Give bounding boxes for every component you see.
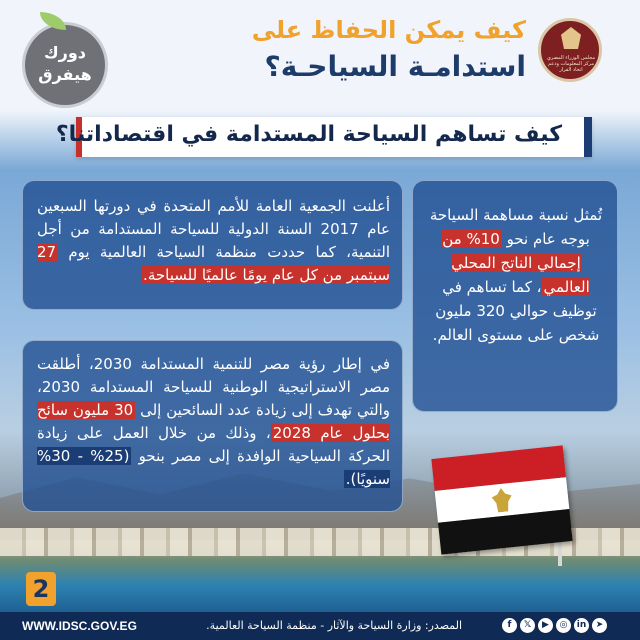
- subtitle-bar: [55, 117, 592, 157]
- info-box-global-contribution: [412, 180, 618, 412]
- highlight-text: 10% من إجمالي الناتج المحلي العالمي: [442, 230, 590, 296]
- info-text: في إطار رؤية مصر للتنمية المستدامة 2030، أطلقت مصر الاستراتيجية الوطنية للسياحة المستدامة 2030، والتي تهدف إلى زيادة عدد السائحين إلى: [37, 355, 391, 419]
- egypt-flag-icon: [431, 445, 572, 554]
- highlight-text: 27 سبتمبر من كل عام يومًا عالميًا للسياحة.: [37, 243, 390, 284]
- info-box-text: [37, 195, 390, 287]
- footer-bar: [0, 612, 640, 640]
- linkedin-icon[interactable]: in: [574, 618, 589, 633]
- campaign-logo-line1: دورك: [43, 43, 87, 62]
- cabinet-seal-logo: [538, 18, 602, 82]
- page-title-line2: استدامـة السياحـة؟: [264, 50, 526, 83]
- subtitle: كيف تساهم السياحة المستدامة في اقتصاداتنا؟: [55, 122, 562, 147]
- highlight-text: 30 مليون سائح بحلول عام 2028: [37, 401, 390, 442]
- info-box-text: [427, 203, 605, 347]
- info-text: ، كما تساهم في توظيف حوالي 320 مليون شخص على مستوى العالم.: [432, 278, 600, 344]
- info-box-un-declaration: [22, 180, 403, 310]
- info-box-text: [37, 353, 390, 491]
- highlight-text: (25% - 30% سنويًا).: [37, 447, 390, 488]
- instagram-icon[interactable]: ◎: [556, 618, 571, 633]
- page-number-badge: [26, 572, 56, 606]
- source-text: المصدر: وزارة السياحة والآثار - منظمة السياحة العالمية.: [206, 619, 462, 632]
- telegram-icon[interactable]: ➤: [592, 618, 607, 633]
- youtube-icon[interactable]: ▶: [538, 618, 553, 633]
- campaign-logo: [22, 22, 108, 108]
- info-text: أعلنت الجمعية العامة للأمم المتحدة في دورتها السبعين عام 2017 السنة الدولية للسياحة المستدامة من أجل التنمية، كما حددت منظمة السياحة العالمية يوم: [37, 197, 390, 261]
- website-link[interactable]: WWW.IDSC.GOV.EG: [22, 619, 137, 633]
- info-text: تُمثل نسبة مساهمة السياحة بوجه عام نحو: [429, 206, 603, 248]
- page-number: 2: [32, 575, 50, 603]
- info-text: ، وذلك من خلال العمل على زيادة الحركة السياحية الوافدة إلى مصر بنحو: [37, 424, 390, 465]
- x-icon[interactable]: 𝕏: [520, 618, 535, 633]
- info-box-egypt-strategy: [22, 340, 403, 512]
- seal-text: مجلس الوزراء المصري مركز المعلومات ودعم اتخاذ القرار: [547, 55, 595, 73]
- eagle-emblem-icon: [561, 27, 581, 49]
- page-title-line1: كيف يمكن الحفاظ على: [251, 16, 526, 44]
- facebook-icon[interactable]: f: [502, 618, 517, 633]
- campaign-logo-line2: هيفرق: [38, 65, 92, 84]
